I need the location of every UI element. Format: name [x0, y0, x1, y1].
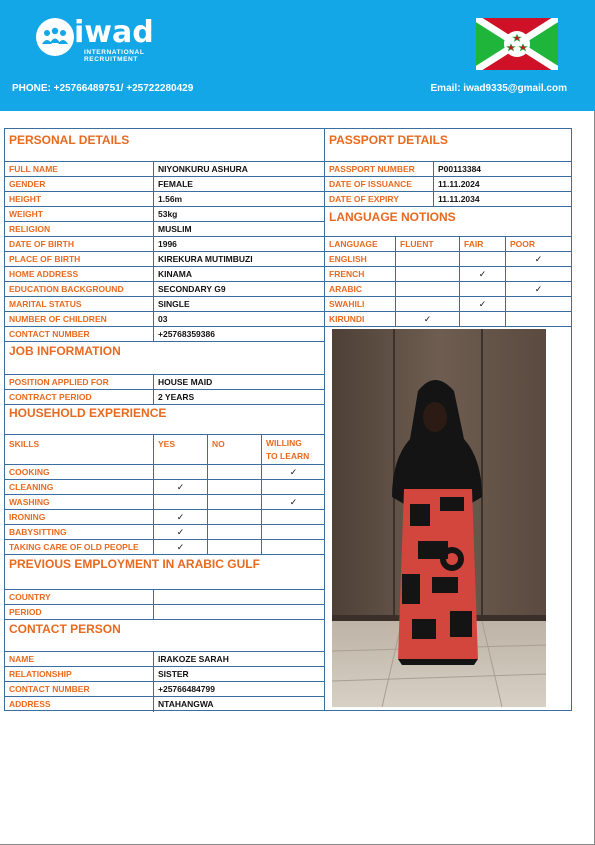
willing-cell [261, 540, 325, 555]
skill-label: CLEANING [9, 482, 54, 492]
fluent-cell [395, 282, 459, 297]
poor-cell: ✓ [505, 252, 571, 267]
fluent-header: FLUENT [395, 237, 459, 252]
skill-label: IRONING [9, 512, 46, 522]
table-row [5, 651, 325, 666]
row-label: PASSPORT NUMBER [329, 164, 415, 174]
table-row [5, 206, 325, 221]
row-label: MARITAL STATUS [9, 299, 82, 309]
divider [325, 206, 571, 207]
logo-people-icon [36, 18, 74, 56]
row-label: ADDRESS [9, 699, 51, 709]
row-value: HOUSE MAID [153, 375, 325, 390]
no-header: NO [207, 434, 261, 464]
row-value: KIREKURA MUTIMBUZI [153, 252, 325, 267]
applicant-photo [332, 329, 546, 707]
willing-header-line2: TO LEARN [266, 451, 310, 461]
willing-header-line1: WILLING [266, 438, 302, 448]
brand-subtitle: INTERNATIONAL RECRUITMENT [84, 49, 145, 63]
poor-cell [505, 297, 571, 312]
table-row [5, 374, 325, 389]
row-label: NAME [9, 654, 35, 664]
brand-name: iwad [74, 15, 154, 50]
row-label: GENDER [9, 179, 46, 189]
table-row [325, 311, 571, 326]
table-row [5, 236, 325, 251]
table-row [5, 696, 325, 711]
burundi-flag-icon [476, 18, 558, 70]
language-name: FRENCH [329, 269, 365, 279]
row-value: 03 [153, 312, 325, 327]
table-row [5, 251, 325, 266]
table-row [325, 296, 571, 311]
row-label: DATE OF EXPIRY [329, 194, 399, 204]
table-row [5, 176, 325, 191]
row-value: 1996 [153, 237, 325, 252]
language-name: ARABIC [329, 284, 363, 294]
right-column [325, 129, 571, 710]
row-value: NTAHANGWA [153, 697, 325, 712]
willing-header [261, 434, 325, 464]
yes-cell: ✓ [153, 510, 207, 525]
willing-cell [261, 525, 325, 540]
willing-cell [261, 480, 325, 495]
table-row [325, 191, 571, 206]
yes-cell [153, 465, 207, 480]
row-value [153, 590, 325, 605]
no-cell [207, 495, 261, 510]
yes-cell: ✓ [153, 540, 207, 555]
fluent-cell [395, 267, 459, 282]
company-logo [36, 16, 166, 74]
table-row [5, 326, 325, 341]
poor-header: POOR [505, 237, 571, 252]
divider [5, 619, 325, 620]
table-row [5, 266, 325, 281]
row-value [153, 605, 325, 620]
divider [5, 404, 325, 405]
row-value: MUSLIM [153, 222, 325, 237]
divider [5, 341, 325, 342]
no-cell [207, 540, 261, 555]
table-row [5, 389, 325, 404]
yes-cell: ✓ [153, 525, 207, 540]
divider [5, 554, 325, 555]
passport-details-heading: PASSPORT DETAILS [329, 133, 448, 147]
row-value: 1.56m [153, 192, 325, 207]
divider [325, 326, 571, 327]
table-row [325, 161, 571, 176]
no-cell [207, 510, 261, 525]
skill-label: BABYSITTING [9, 527, 67, 537]
row-label: FULL NAME [9, 164, 58, 174]
row-label: DATE OF BIRTH [9, 239, 75, 249]
willing-cell [261, 510, 325, 525]
left-column [5, 129, 325, 710]
language-name: SWAHILI [329, 299, 365, 309]
table-row [5, 191, 325, 206]
poor-cell [505, 267, 571, 282]
row-value: 11.11.2024 [433, 177, 571, 192]
row-label: WEIGHT [9, 209, 43, 219]
fluent-cell: ✓ [395, 312, 459, 327]
personal-details-heading: PERSONAL DETAILS [9, 133, 130, 147]
row-value: KINAMA [153, 267, 325, 282]
skill-label: TAKING CARE OF OLD PEOPLE [9, 542, 139, 552]
table-row [325, 251, 571, 266]
row-label: RELATIONSHIP [9, 669, 72, 679]
household-header-row [5, 434, 325, 464]
table-row [5, 221, 325, 236]
row-label: CONTRACT PERIOD [9, 392, 92, 402]
table-row [5, 494, 325, 509]
fair-cell: ✓ [459, 267, 505, 282]
table-row [5, 524, 325, 539]
row-value: SISTER [153, 667, 325, 682]
header-phone: PHONE: +25766489751/ +25722280429 [12, 83, 194, 94]
language-name: ENGLISH [329, 254, 367, 264]
row-value: FEMALE [153, 177, 325, 192]
row-value: SINGLE [153, 297, 325, 312]
row-label: EDUCATION BACKGROUND [9, 284, 124, 294]
row-value: 2 YEARS [153, 390, 325, 405]
language-header-row [325, 236, 571, 251]
language-header: LANGUAGE [329, 239, 378, 249]
table-row [5, 479, 325, 494]
table-row [5, 311, 325, 326]
fair-header: FAIR [459, 237, 505, 252]
fair-cell [459, 312, 505, 327]
willing-cell: ✓ [261, 495, 325, 510]
table-row [5, 681, 325, 696]
table-row [5, 509, 325, 524]
yes-cell [153, 495, 207, 510]
table-row [5, 161, 325, 176]
table-row [5, 589, 325, 604]
fair-cell [459, 282, 505, 297]
row-label: CONTACT NUMBER [9, 684, 90, 694]
previous-employment-heading: PREVIOUS EMPLOYMENT IN ARABIC GULF [9, 557, 260, 571]
row-value: 53kg [153, 207, 325, 222]
row-label: CONTACT NUMBER [9, 329, 90, 339]
fluent-cell [395, 252, 459, 267]
application-form [4, 128, 572, 711]
no-cell [207, 465, 261, 480]
row-value: +25766484799 [153, 682, 325, 697]
row-label: POSITION APPLIED FOR [9, 377, 109, 387]
fair-cell [459, 252, 505, 267]
willing-cell: ✓ [261, 465, 325, 480]
table-row [5, 464, 325, 479]
table-row [325, 266, 571, 281]
language-name: KIRUNDI [329, 314, 365, 324]
table-row [5, 604, 325, 619]
poor-cell [505, 312, 571, 327]
poor-cell: ✓ [505, 282, 571, 297]
no-cell [207, 480, 261, 495]
row-label: HOME ADDRESS [9, 269, 79, 279]
row-value: 11.11.2034 [433, 192, 571, 207]
no-cell [207, 525, 261, 540]
row-value: P00113384 [433, 162, 571, 177]
fluent-cell [395, 297, 459, 312]
skill-label: COOKING [9, 467, 50, 477]
yes-cell: ✓ [153, 480, 207, 495]
row-label: COUNTRY [9, 592, 51, 602]
row-value: SECONDARY G9 [153, 282, 325, 297]
skills-header: SKILLS [9, 439, 40, 449]
row-label: DATE OF ISSUANCE [329, 179, 412, 189]
language-notions-heading: LANGUAGE NOTIONS [329, 210, 456, 224]
household-experience-heading: HOUSEHOLD EXPERIENCE [9, 406, 167, 420]
table-row [5, 296, 325, 311]
table-row [5, 281, 325, 296]
row-label: RELIGION [9, 224, 51, 234]
contact-person-heading: CONTACT PERSON [9, 622, 121, 636]
header-email: Email: iwad9335@gmail.com [430, 83, 567, 94]
skill-label: WASHING [9, 497, 50, 507]
table-row [5, 666, 325, 681]
row-value: IRAKOZE SARAH [153, 652, 325, 667]
fair-cell: ✓ [459, 297, 505, 312]
row-label: HEIGHT [9, 194, 42, 204]
row-label: PLACE OF BIRTH [9, 254, 81, 264]
row-label: NUMBER OF CHILDREN [9, 314, 107, 324]
row-label: PERIOD [9, 607, 42, 617]
job-information-heading: JOB INFORMATION [9, 344, 121, 358]
header-banner [0, 0, 595, 111]
row-value: +25768359386 [153, 327, 325, 342]
table-row [325, 281, 571, 296]
yes-header: YES [153, 434, 207, 464]
table-row [5, 539, 325, 554]
table-row [325, 176, 571, 191]
row-value: NIYONKURU ASHURA [153, 162, 325, 177]
